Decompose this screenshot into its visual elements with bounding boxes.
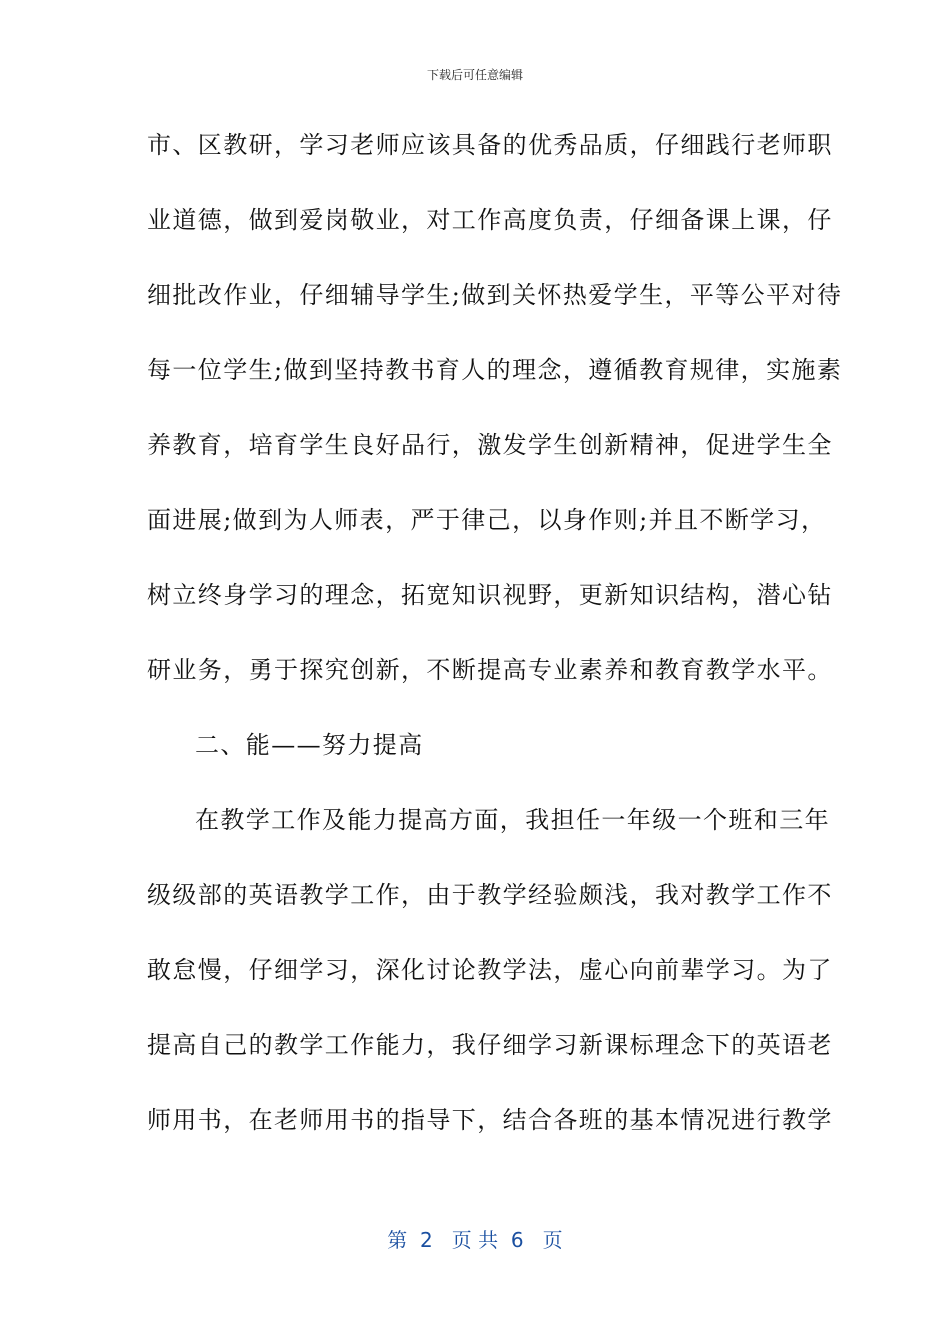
text-line: 树立终身学习的理念，拓宽知识视野，更新知识结构，潜心钻 <box>147 581 833 609</box>
text-line: 提高自己的教学工作能力，我仔细学习新课标理念下的英语老 <box>147 1031 833 1059</box>
text-line: 业道德，做到爱岗敬业，对工作高度负责，仔细备课上课，仔 <box>147 206 833 234</box>
text-line: 师用书，在老师用书的指导下，结合各班的基本情况进行教学 <box>147 1106 833 1134</box>
text-line: 研业务，勇于探究创新，不断提高专业素养和教育教学水平。 <box>147 656 833 684</box>
text-line: 市、区教研，学习老师应该具备的优秀品质，仔细践行老师职 <box>147 131 833 159</box>
text-line: 细批改作业，仔细辅导学生;做到关怀热爱学生，平等公平对待 <box>147 281 843 309</box>
text-line: 级级部的英语教学工作，由于教学经验颇浅，我对教学工作不 <box>147 881 833 909</box>
document-body <box>147 125 843 1175</box>
text-line: 面进展;做到为人师表，严于律己，以身作则;并且不断学习， <box>147 506 827 534</box>
header-note: 下载后可任意编辑 <box>426 68 523 82</box>
text-line: 养教育，培育学生良好品行，激发学生创新精神，促进学生全 <box>147 431 833 459</box>
paragraph-start-line: 在教学工作及能力提高方面，我担任一年级一个班和三年 <box>195 806 830 834</box>
page-number-footer: 第 2 页 共 6 页 <box>387 1228 563 1252</box>
section-heading: 二、能——努力提高 <box>195 731 424 759</box>
text-line: 每一位学生;做到坚持教书育人的理念，遵循教育规律，实施素 <box>147 356 843 384</box>
text-line: 敢怠慢，仔细学习，深化讨论教学法，虚心向前辈学习。为了 <box>147 956 833 984</box>
